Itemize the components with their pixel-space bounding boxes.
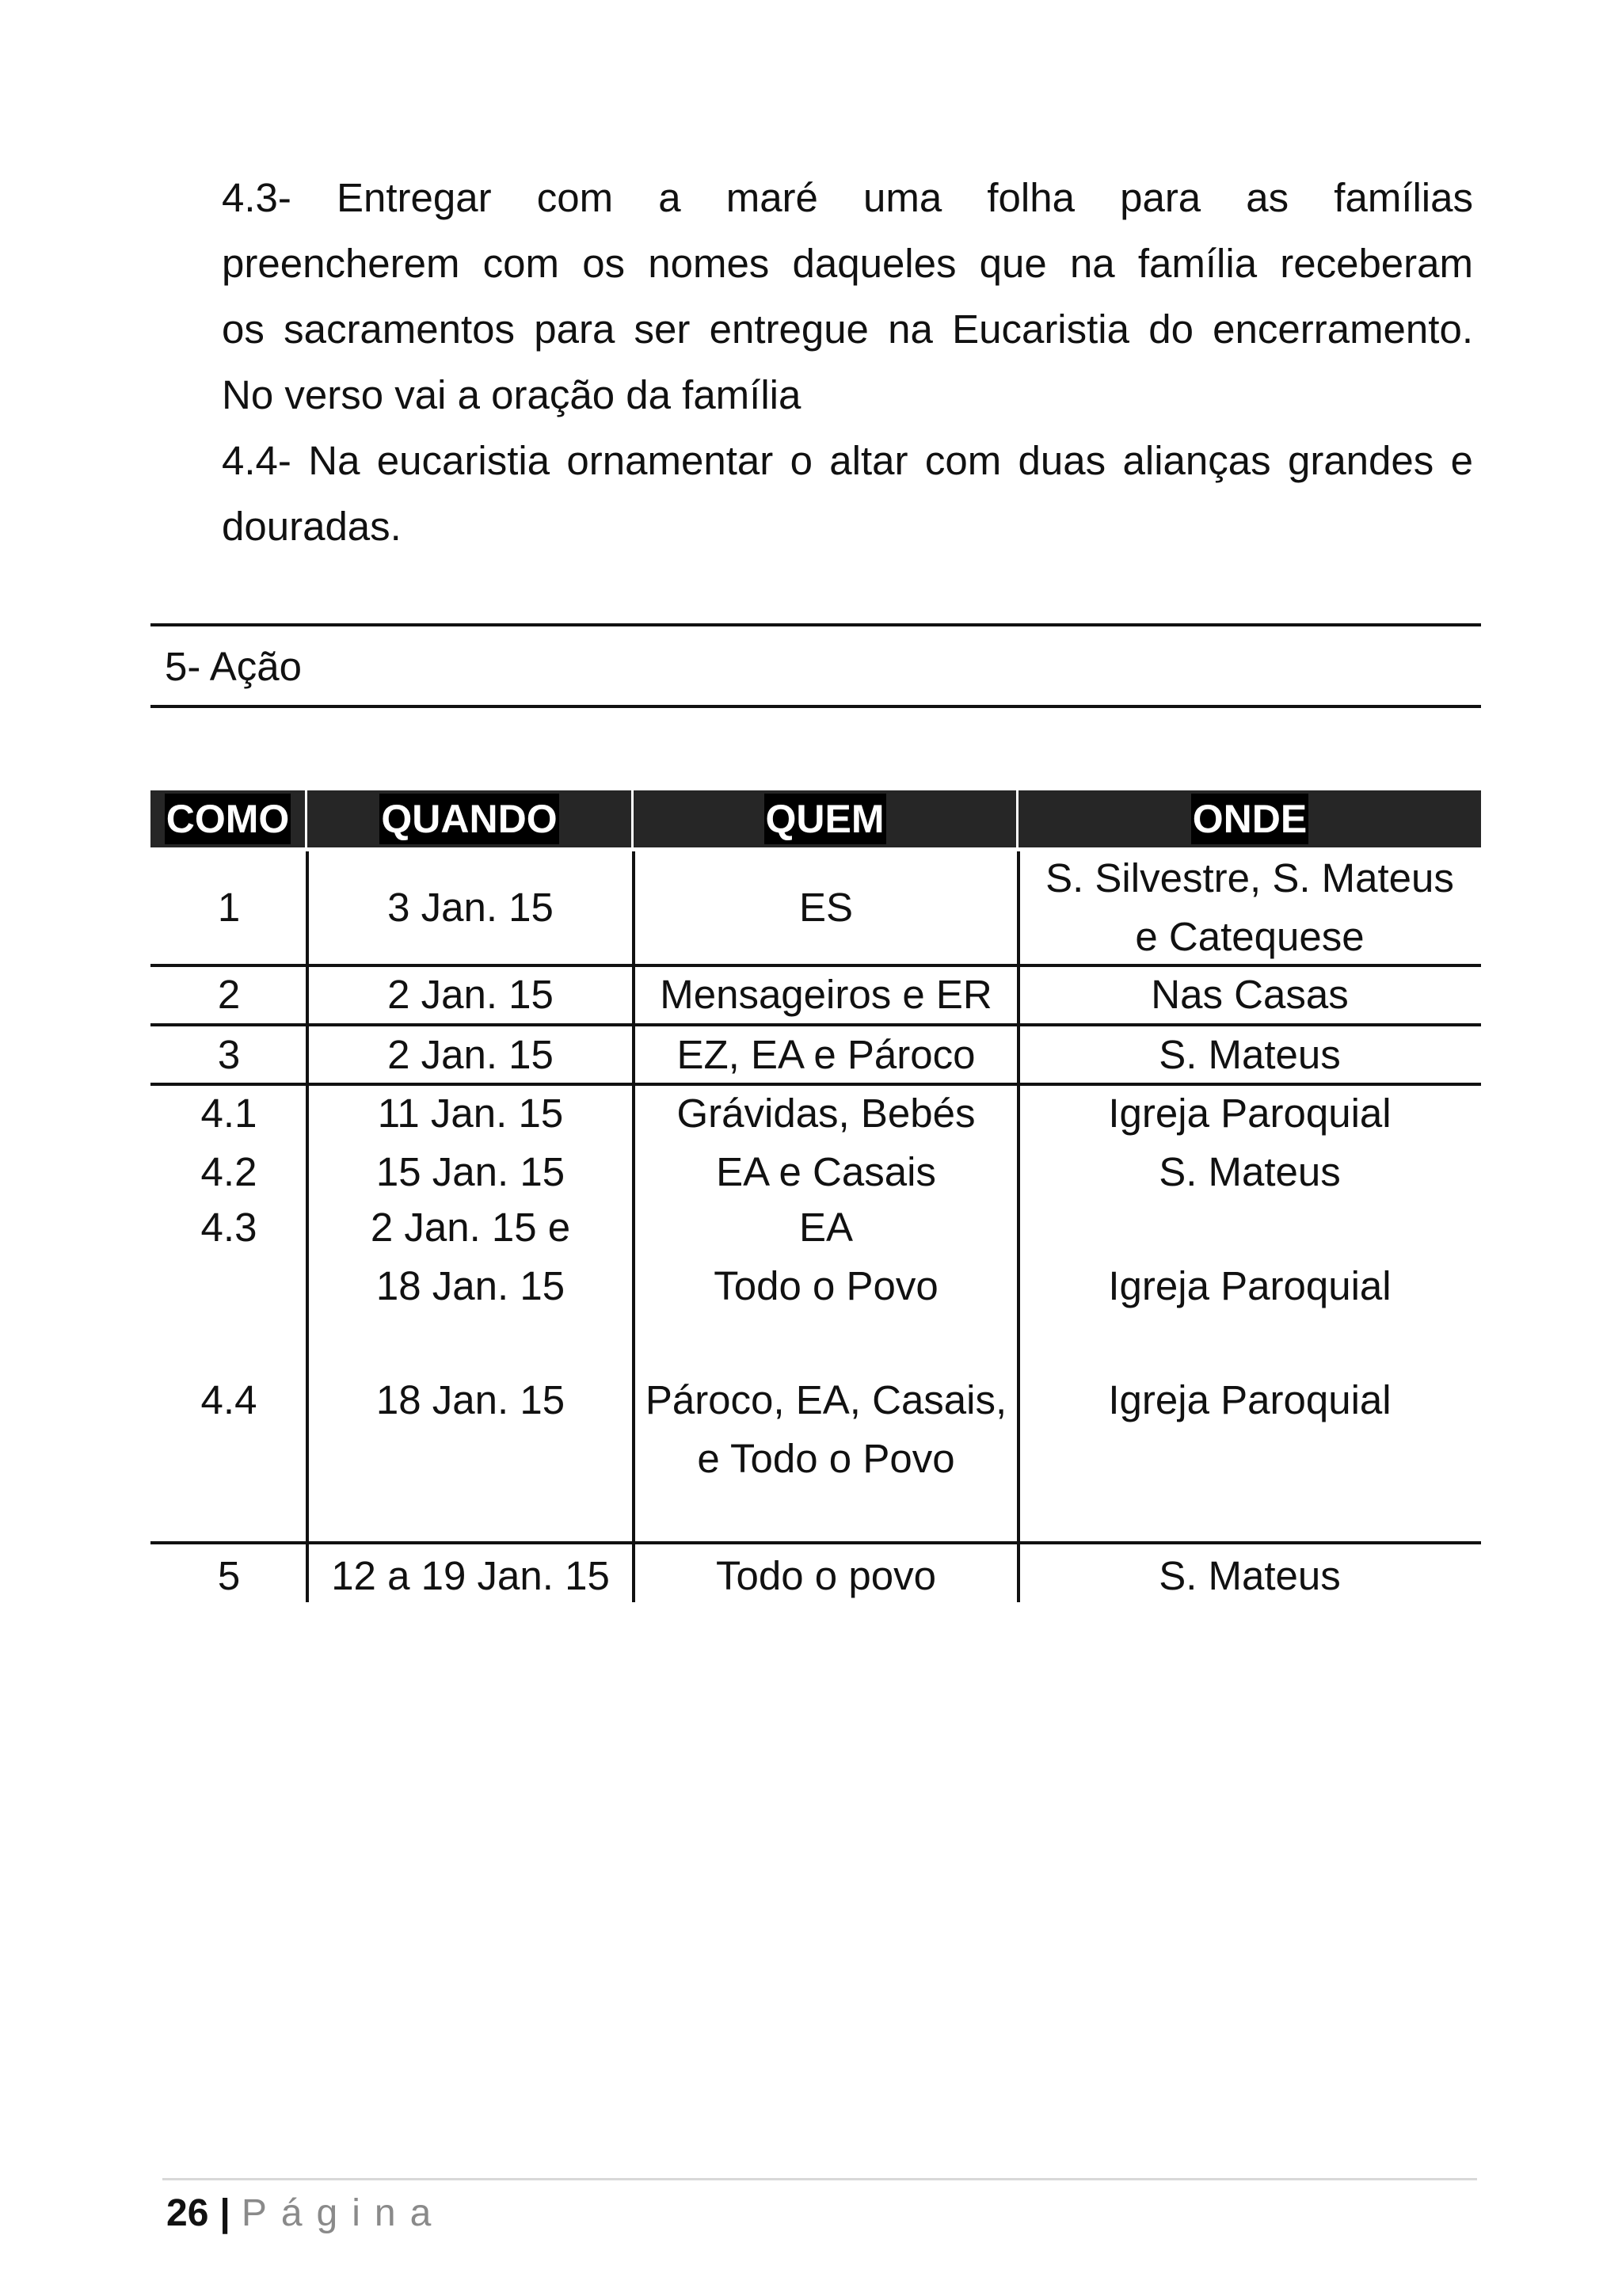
table-cell-quando: 2 Jan. 15 (387, 1032, 554, 1077)
table-cell-quando: 11 Jan. 15 (377, 1091, 564, 1136)
paragraph-4-4-line-2: douradas. (222, 504, 402, 549)
table-cell-como: 4.4 (200, 1377, 257, 1422)
table-cell-como: 4.1 (200, 1091, 257, 1136)
table-cell-quem: Todo o povo (716, 1553, 936, 1598)
header-quando: QUANDO (379, 794, 558, 844)
footer-rule (162, 2178, 1477, 2180)
table-cell-quem: EA (798, 1205, 854, 1250)
table-cell-quando: 2 Jan. 15 (387, 972, 554, 1017)
table-cell-quem: e Todo o Povo (697, 1436, 955, 1481)
section-top-rule (150, 623, 1481, 626)
paragraph-4-3-line-2: preencherem com os nomes daqueles que na família receberam (222, 241, 1473, 286)
header-cell-quem (634, 790, 1019, 847)
paragraph-4-3-line-4: No verso vai a oração da família (222, 372, 801, 417)
table-cell-onde: e Catequese (1135, 914, 1365, 959)
table-cell-onde: S. Mateus (1159, 1149, 1341, 1194)
table-cell-quando: 18 Jan. 15 (375, 1377, 565, 1422)
row-divider (150, 1541, 1481, 1544)
table-cell-como: 2 (217, 972, 241, 1017)
table-cell-quem: Todo o Povo (714, 1263, 939, 1308)
paragraph-4-3-line-3: os sacramentos para ser entregue na Eucaristia do encerramento. (222, 307, 1473, 352)
footer-separator: | (219, 2192, 230, 2234)
table-cell-quem: EA e Casais (716, 1149, 936, 1194)
page-label: Página (241, 2192, 446, 2234)
table-cell-quem: Pároco, EA, Casais, (645, 1377, 1007, 1422)
table-cell-onde: S. Silvestre, S. Mateus (1045, 855, 1454, 901)
table-cell-quando: 12 a 19 Jan. 15 (331, 1553, 610, 1598)
table-cell-quando: 18 Jan. 15 (375, 1263, 565, 1308)
table-cell-quem: Grávidas, Bebés (676, 1091, 976, 1136)
table-header (150, 790, 1481, 847)
table-cell-como: 5 (217, 1553, 241, 1598)
table-cell-quem: Mensageiros e ER (660, 972, 992, 1017)
paragraph-4-3-line-1: 4.3- Entregar com a maré uma folha para as famílias (222, 175, 1473, 220)
table-cell-onde: S. Mateus (1159, 1032, 1341, 1077)
table-cell-quando: 3 Jan. 15 (387, 885, 554, 930)
table-cell-como: 4.2 (200, 1149, 257, 1194)
table-cell-onde: Igreja Paroquial (1108, 1377, 1392, 1422)
section-bottom-rule (150, 705, 1481, 708)
table-cell-onde: S. Mateus (1159, 1553, 1341, 1598)
table-cell-como: 3 (217, 1032, 241, 1077)
table-cell-onde: Igreja Paroquial (1108, 1263, 1392, 1308)
section-title: 5- Ação (165, 644, 302, 689)
page-footer (166, 2190, 445, 2237)
paragraph-4-4-line-1: 4.4- Na eucaristia ornamentar o altar com duas alianças grandes e (222, 438, 1473, 483)
header-cell-onde (1019, 790, 1481, 847)
table-cell-onde: Igreja Paroquial (1108, 1091, 1392, 1136)
header-cell-quando (307, 790, 634, 847)
header-cell-como (150, 790, 307, 847)
page-number: 26 (166, 2192, 209, 2234)
header-quem: QUEM (764, 794, 886, 844)
header-onde: ONDE (1191, 794, 1308, 844)
table-cell-quando: 15 Jan. 15 (375, 1149, 565, 1194)
table-cell-quem: EZ, EA e Pároco (676, 1032, 976, 1077)
table-cell-como: 1 (217, 885, 241, 930)
table-cell-como: 4.3 (200, 1205, 257, 1250)
table-cell-quando: 2 Jan. 15 e (370, 1205, 571, 1250)
header-como: COMO (165, 794, 291, 844)
table-cell-quem: ES (798, 885, 854, 930)
table-cell-onde: Nas Casas (1151, 972, 1349, 1017)
